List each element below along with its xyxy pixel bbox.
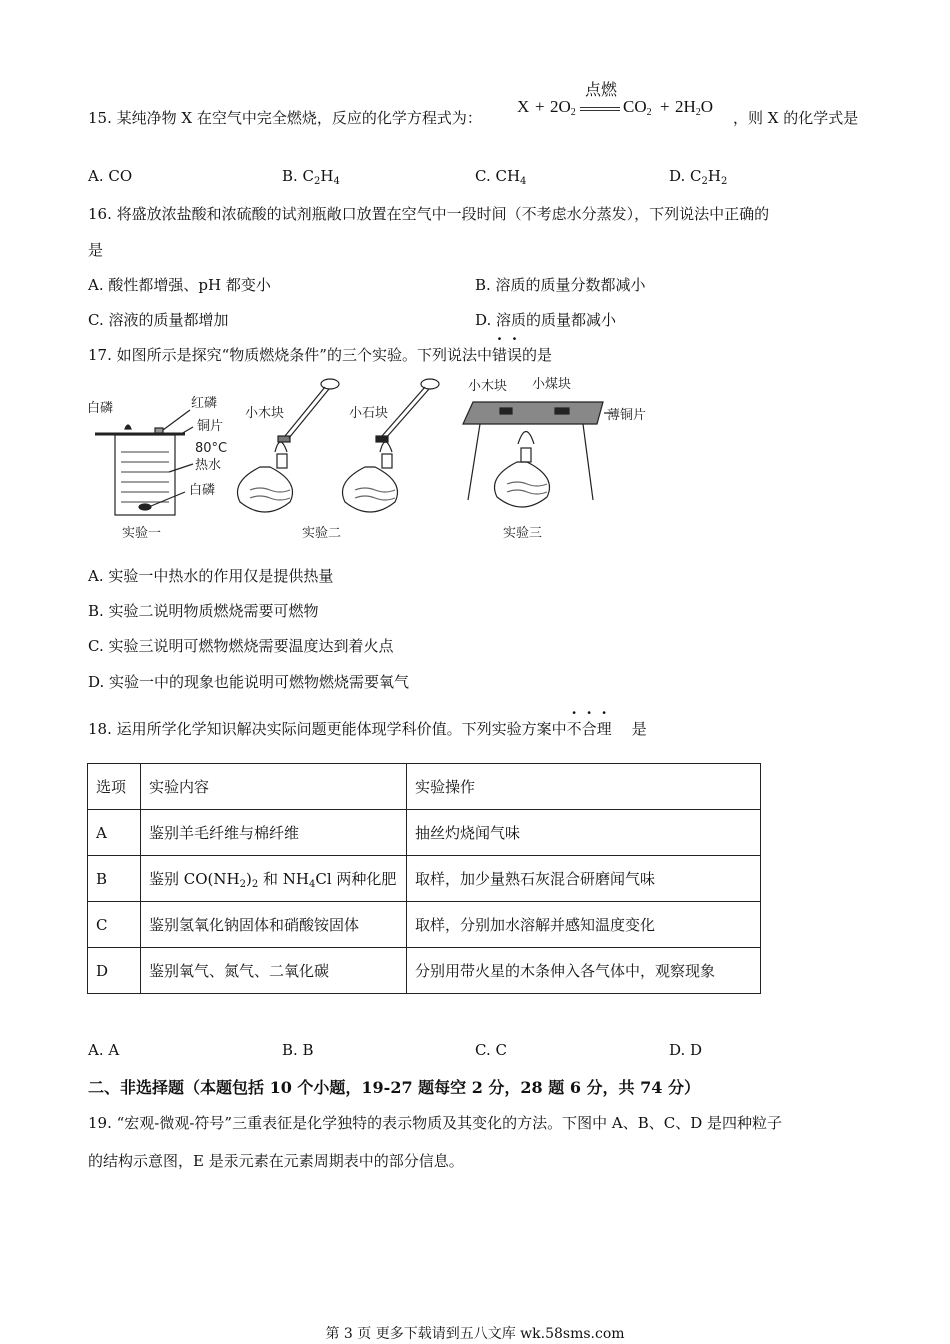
table-cell-op: 取样，加少量熟石灰混合研磨闻气味 [407, 856, 761, 902]
q15-option-b[interactable]: B. $C_2H_4$ [282, 167, 340, 187]
table-header-row [88, 764, 761, 810]
q16-option-b[interactable]: B. 溶质的质量分数都减小 [475, 276, 646, 294]
table-row [88, 902, 761, 948]
exp1-label-red-p: 红磷 [191, 396, 218, 411]
eq-plus1: + [535, 97, 545, 116]
table-cell-opt: B [88, 856, 141, 902]
table-header-opt: 选项 [88, 764, 141, 810]
q16-stem-line1: 16. 将盛放浓盐酸和浓硫酸的试剂瓶敞口放置在空气中一段时间（不考虑水分蒸发），下列说法中正确的 [88, 205, 770, 223]
q18-option-b[interactable]: B. B [282, 1041, 314, 1059]
q15-option-d[interactable]: D. $C_2H_2$ [669, 167, 728, 187]
exp2-diagram [238, 379, 440, 512]
table-cell-content: 鉴别 $CO(NH_2)_2$ 和 $NH_4Cl$ 两种化肥 [141, 856, 407, 902]
table-cell-op: 取样，分别加水溶解并感知温度变化 [407, 902, 761, 948]
q18-stem: 18. 运用所学化学知识解决实际问题更能体现学科价值。下列实验方案中不合理 是 [88, 720, 647, 738]
q15-stem [88, 107, 482, 128]
eq-x: X [517, 97, 530, 116]
exp1-label-white-p2: 白磷 [189, 483, 216, 498]
eq-co2: $CO_2$ [623, 97, 652, 118]
table-cell-op: 分别用带火星的木条伸入各气体中，观察现象 [407, 948, 761, 994]
q17-option-b[interactable]: B. 实验二说明物质燃烧需要可燃物 [88, 602, 319, 620]
table-row [88, 810, 761, 856]
exp1-label-copper: 铜片 [197, 419, 224, 434]
eq-h2o: $2H_2O$ [675, 97, 714, 118]
q17-figure [85, 372, 665, 547]
exp3-label-copper: 薄铜片 [607, 408, 647, 423]
eq-o2: $2O_2$ [550, 97, 576, 118]
q17-option-a[interactable]: A. 实验一中热水的作用仅是提供热量 [88, 567, 334, 585]
q16-option-d[interactable]: D. 溶质的质量都减小 [475, 311, 617, 329]
exp1-label-white-p: 白磷 [87, 401, 114, 416]
q16-stem-line2: 是 [88, 241, 104, 259]
exp3-label-coal: 小煤块 [532, 377, 572, 392]
q18-table [87, 763, 761, 994]
table-cell-opt: D [88, 948, 141, 994]
exp2-label-wood: 小木块 [245, 406, 285, 421]
q15-option-c[interactable]: C. $CH_4$ [475, 167, 527, 187]
exp3-diagram [463, 402, 613, 507]
table-cell-op: 抽丝灼烧闻气味 [407, 810, 761, 856]
table-cell-content: 鉴别羊毛纤维与棉纤维 [141, 810, 407, 856]
table-header-content: 实验内容 [141, 764, 407, 810]
q16-option-a[interactable]: A. 酸性都增强、pH 都变小 [88, 276, 271, 294]
q15-option-a[interactable]: A. CO [88, 167, 133, 185]
table-cell-content: 鉴别氧气、氮气、二氧化碳 [141, 948, 407, 994]
table-cell-opt: A [88, 810, 141, 856]
exp1-label-temp: 80°C [195, 441, 228, 456]
q16-option-c[interactable]: C. 溶液的质量都增加 [88, 311, 229, 329]
exp1-label-water: 热水 [195, 458, 222, 473]
q18-option-a[interactable]: A. A [88, 1041, 120, 1059]
table-header-op: 实验操作 [407, 764, 761, 810]
table-cell-content: 鉴别氢氧化钠固体和硝酸铵固体 [141, 902, 407, 948]
exp2-caption: 实验二 [302, 526, 342, 541]
q17-option-d[interactable]: D. 实验一中的现象也能说明可燃物燃烧需要氧气 [88, 673, 410, 691]
eq-arrow-line [580, 107, 620, 111]
table-row [88, 948, 761, 994]
exp1-diagram [95, 410, 193, 515]
q19-stem-line1: 19. “宏观-微观-符号”三重表征是化学独特的表示物质及其变化的方法。下图中 A、B、C、D 是四种粒子 [88, 1114, 782, 1132]
eq-condition: 点燃 [585, 80, 618, 99]
q15-text-before: 15. 某纯净物 X 在空气中完全燃烧，反应的化学方程式为： [88, 109, 482, 127]
q17-option-c[interactable]: C. 实验三说明可燃物燃烧需要温度达到着火点 [88, 637, 394, 655]
exp2-label-stone: 小石块 [349, 406, 389, 421]
exp3-label-wood: 小木块 [468, 379, 508, 394]
q17-stem: 17. 如图所示是探究“物质燃烧条件”的三个实验。下列说法中错误的是 [88, 346, 553, 364]
exp3-caption: 实验三 [503, 526, 543, 541]
exp1-caption: 实验一 [122, 526, 162, 541]
eq-plus2: + [660, 97, 670, 116]
q15-equation [517, 80, 727, 123]
table-row [88, 856, 761, 902]
q15-text-after: ，则 X 的化学式是 [733, 109, 859, 127]
page-footer: 第 3 页 更多下载请到五八文库 wk.58sms.com [325, 1326, 625, 1342]
q19-stem-line2: 的结构示意图，E 是汞元素在元素周期表中的部分信息。 [88, 1152, 464, 1170]
q18-option-d[interactable]: D. D [669, 1041, 703, 1059]
section-title: 二、非选择题（本题包括 10 个小题，19-27 题每空 2 分，28 题 6 分，共 74 分） [88, 1078, 700, 1097]
q18-option-c[interactable]: C. C [475, 1041, 507, 1059]
table-cell-opt: C [88, 902, 141, 948]
